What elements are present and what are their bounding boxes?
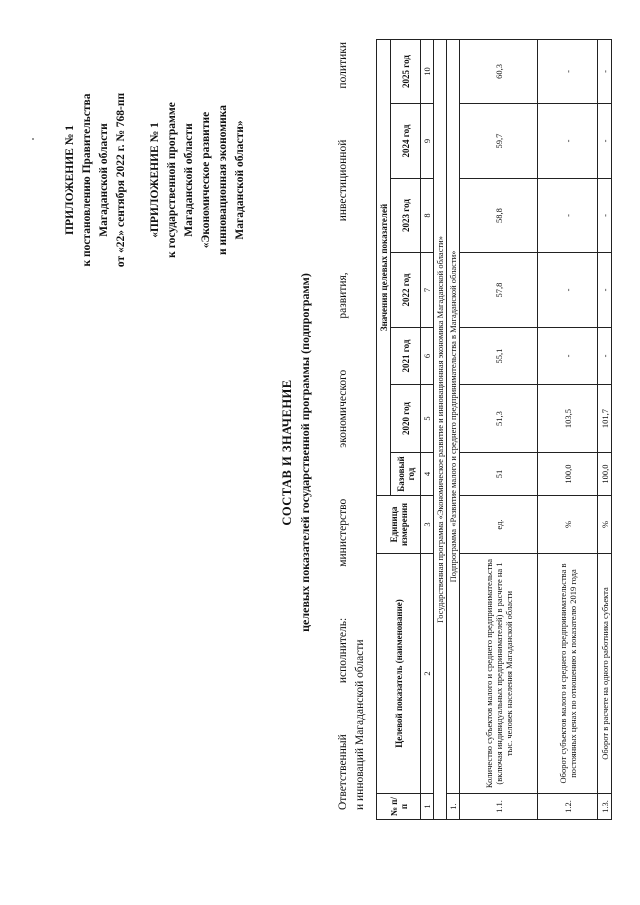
page-subtitle: целевых показателей государственной программы (подпрограмм): [298, 273, 312, 632]
row-2022: -: [598, 253, 612, 328]
header-num: № п/п: [377, 794, 421, 820]
row-2023: 58,8: [460, 179, 538, 253]
col-number: 1: [421, 794, 434, 820]
row-unit: %: [538, 496, 598, 554]
row-2025: -: [598, 39, 612, 103]
page-title: СОСТАВ И ЗНАЧЕНИЕ: [280, 379, 294, 526]
header-indicator: Целевой показатель (наименование): [377, 554, 421, 794]
header-2025: 2025 год: [391, 39, 421, 103]
program-row: Государственная программа «Экономическое развитие и инновационная экономика Магаданской области»: [434, 39, 447, 819]
row-name: Оборот в расчете на одного работника субъекта: [598, 554, 612, 794]
header-2022: 2022 год: [391, 253, 421, 328]
indicators-table: [376, 39, 612, 820]
appendix-line: к постановлению Правительства: [81, 93, 93, 267]
row-2021: 55,1: [460, 328, 538, 385]
header-2024: 2024 год: [391, 104, 421, 179]
subprogram-row: Подпрограмма «Развитие малого и среднего предпринимательства в Магаданской области»: [447, 39, 460, 793]
appendix-line: и инновационная экономика: [217, 105, 229, 255]
header-2021: 2021 год: [391, 328, 421, 385]
row-2024: -: [538, 104, 598, 179]
row-2024: 59,7: [460, 104, 538, 179]
row-name: Количество субъектов малого и среднего предпринимательства (включая индивидуальных предпринимателей) в расчете на 1 тыс. человек населения Магаданской области: [460, 554, 538, 794]
col-number: 5: [421, 385, 434, 453]
header-2023: 2023 год: [391, 179, 421, 253]
col-number: 8: [421, 179, 434, 253]
header-2020: 2020 год: [391, 385, 421, 453]
appendix-block: [62, 50, 249, 310]
appendix-line: «ПРИЛОЖЕНИЕ № 1: [149, 122, 161, 238]
col-number: 3: [421, 496, 434, 554]
subprogram-num: 1.: [447, 794, 460, 820]
appendix-line: Магаданской области: [183, 123, 195, 237]
responsible-line: Ответственный исполнитель: министерство экономического развития, инвестиционной политики: [337, 42, 349, 810]
col-number: 4: [421, 453, 434, 496]
row-2025: -: [538, 39, 598, 103]
row-base: 100,0: [598, 453, 612, 496]
row-2025: 60,3: [460, 39, 538, 103]
table-row: [598, 39, 612, 819]
row-num: 1.3.: [598, 794, 612, 820]
row-2022: 57,8: [460, 253, 538, 328]
row-unit: %: [598, 496, 612, 554]
row-name: Оборот субъектов малого и среднего предпринимательства в постоянных ценах по отношению к показателю 2019 года: [538, 554, 598, 794]
row-base: 51: [460, 453, 538, 496]
appendix-line: «Экономическое развитие: [200, 111, 212, 249]
appendix-line: к государственной программе: [166, 102, 178, 258]
row-2023: -: [598, 179, 612, 253]
row-2023: -: [538, 179, 598, 253]
appendix-line: Магаданской области»: [234, 120, 246, 240]
row-num: 1.1.: [460, 794, 538, 820]
header-values-group: Значения целевых показателей: [377, 39, 391, 495]
speck: [32, 138, 34, 140]
header-base-year: Базовый год: [391, 453, 421, 496]
row-2021: -: [598, 328, 612, 385]
row-2020: 103,5: [538, 385, 598, 453]
appendix-line: Магаданской области: [98, 123, 110, 237]
appendix-line: ПРИЛОЖЕНИЕ № 1: [64, 125, 76, 235]
row-2020: 51,3: [460, 385, 538, 453]
appendix-line: от «22» сентября 2022 г. № 768-пп: [115, 92, 127, 268]
col-number: 6: [421, 328, 434, 385]
row-2020: 101,7: [598, 385, 612, 453]
table-row: [460, 39, 538, 819]
responsible-line: и инноваций Магаданской области: [354, 639, 366, 810]
col-number: 7: [421, 253, 434, 328]
row-2024: -: [598, 104, 612, 179]
header-unit: Единица измерения: [377, 496, 421, 554]
row-2022: -: [538, 253, 598, 328]
row-num: 1.2.: [538, 794, 598, 820]
col-number: 9: [421, 104, 434, 179]
row-base: 100,0: [538, 453, 598, 496]
row-2021: -: [538, 328, 598, 385]
table-row: [538, 39, 598, 819]
col-number: 10: [421, 39, 434, 103]
col-number: 2: [421, 554, 434, 794]
row-unit: ед.: [460, 496, 538, 554]
